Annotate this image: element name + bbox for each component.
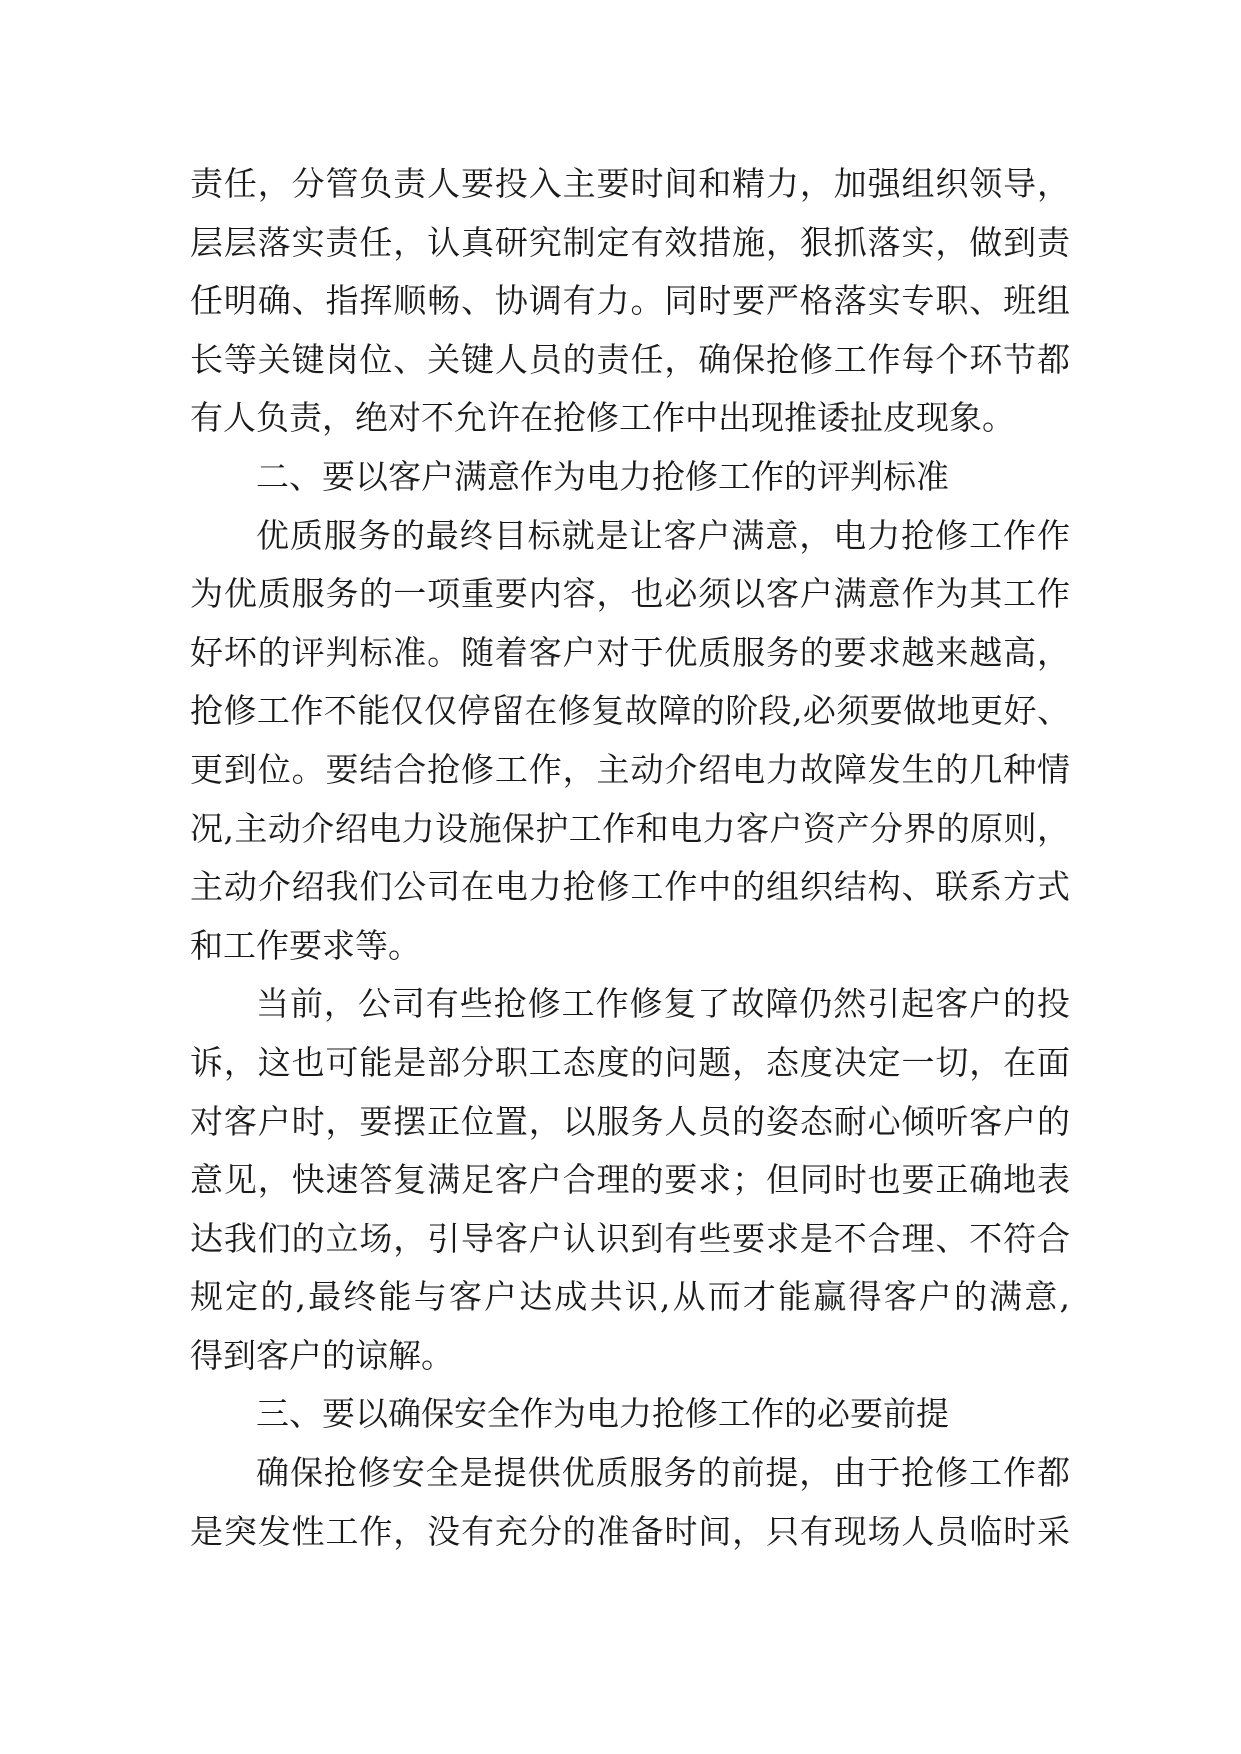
text-line: 得到客户的谅解。: [190, 1335, 454, 1375]
text-line: 好坏的评判标准。随着客户对于优质服务的要求越来越高，: [190, 632, 1070, 672]
text-line: 是突发性工作，没有充分的准备时间，只有现场人员临时采: [190, 1511, 1070, 1551]
text-line: 有人负责，绝对不允许在抢修工作中出现推诿扯皮现象。: [190, 398, 1015, 438]
text-line: 当前，公司有些抢修工作修复了故障仍然引起客户的投: [256, 984, 1070, 1024]
text-line: 抢修工作不能仅仅停留在修复故障的阶段,必须要做地更好、: [190, 691, 1070, 731]
text-line: 责任，分管负责人要投入主要时间和精力，加强组织领导，: [190, 164, 1070, 203]
text-line: 对客户时，要摆正位置，以服务人员的姿态耐心倾听客户的: [190, 1101, 1070, 1141]
text-line: 规定的,最终能与客户达成共识,从而才能赢得客户的满意,: [190, 1277, 1070, 1317]
text-line: 诉，这也可能是部分职工态度的问题，态度决定一切，在面: [190, 1042, 1070, 1082]
text-line: 优质服务的最终目标就是让客户满意，电力抢修工作作: [256, 515, 1070, 555]
text-line: 长等关键岗位、关键人员的责任，确保抢修工作每个环节都: [190, 339, 1070, 379]
section-heading: 三、要以确保安全作为电力抢修工作的必要前提: [256, 1394, 949, 1434]
section-heading: 二、要以客户满意作为电力抢修工作的评判标准: [256, 456, 949, 496]
text-line: 主动介绍我们公司在电力抢修工作中的组织结构、联系方式: [190, 867, 1070, 907]
text-line: 和工作要求等。: [190, 925, 421, 965]
text-line: 为优质服务的一项重要内容，也必须以客户满意作为其工作: [190, 574, 1070, 614]
text-line: 况,主动介绍电力设施保护工作和电力客户资产分界的原则，: [190, 808, 1070, 848]
text-line: 意见，快速答复满足客户合理的要求；但同时也要正确地表: [190, 1160, 1070, 1200]
body-text: [190, 155, 1070, 1561]
text-line: 达我们的立场，引导客户认识到有些要求是不合理、不符合: [190, 1218, 1070, 1258]
text-line: 层层落实责任，认真研究制定有效措施，狠抓落实，做到责: [190, 222, 1070, 262]
text-line: 任明确、指挥顺畅、协调有力。同时要严格落实专职、班组: [190, 281, 1070, 321]
text-line: 确保抢修安全是提供优质服务的前提，由于抢修工作都: [256, 1453, 1070, 1493]
text-line: 更到位。要结合抢修工作，主动介绍电力故障发生的几种情: [190, 749, 1070, 789]
